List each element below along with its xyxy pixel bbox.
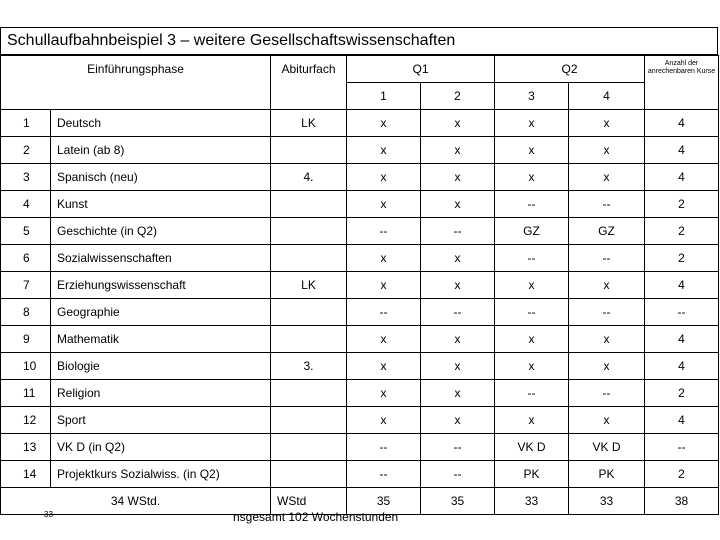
header-semester-4: 4 [569, 83, 645, 110]
header-semester-1: 1 [347, 83, 421, 110]
semester-3-cell: x [495, 407, 569, 434]
semester-4-cell: VK D [569, 434, 645, 461]
semester-1-cell: x [347, 245, 421, 272]
anzahl-cell: 4 [645, 407, 719, 434]
row-number: 2 [1, 137, 51, 164]
subject-name: Projektkurs Sozialwiss. (in Q2) [51, 461, 271, 488]
table-row [1, 110, 719, 137]
semester-2-cell: x [421, 137, 495, 164]
subject-name: Sozialwissenschaften [51, 245, 271, 272]
table-row [1, 137, 719, 164]
semester-3-cell: -- [495, 191, 569, 218]
abitur-cell: 4. [271, 164, 347, 191]
semester-1-cell: x [347, 353, 421, 380]
table-row [1, 299, 719, 326]
summary-semester-3: 33 [495, 488, 569, 515]
abitur-cell: LK [271, 272, 347, 299]
row-number: 4 [1, 191, 51, 218]
semester-2-cell: x [421, 191, 495, 218]
header-einfuehrungsphase: Einführungsphase [1, 56, 271, 110]
semester-1-cell: x [347, 380, 421, 407]
row-number: 13 [1, 434, 51, 461]
table-row [1, 164, 719, 191]
semester-3-cell: PK [495, 461, 569, 488]
row-number: 3 [1, 164, 51, 191]
semester-1-cell: x [347, 191, 421, 218]
semester-1-cell: -- [347, 434, 421, 461]
row-number: 10 [1, 353, 51, 380]
page-title: Schullaufbahnbeispiel 3 – weitere Gesellschaftswissenschaften [0, 27, 718, 55]
summary-anzahl: 38 [645, 488, 719, 515]
abitur-cell [271, 461, 347, 488]
semester-1-cell: x [347, 272, 421, 299]
anzahl-cell: -- [645, 434, 719, 461]
semester-1-cell: x [347, 137, 421, 164]
anzahl-cell: 4 [645, 110, 719, 137]
page-number: 33 [44, 510, 53, 519]
subject-name: Biologie [51, 353, 271, 380]
semester-3-cell: GZ [495, 218, 569, 245]
anzahl-cell: 4 [645, 326, 719, 353]
table-row [1, 245, 719, 272]
table-row [1, 380, 719, 407]
abitur-cell [271, 407, 347, 434]
semester-2-cell: x [421, 272, 495, 299]
summary-abitur-label: WStd [271, 488, 347, 515]
semester-4-cell: x [569, 353, 645, 380]
table-row [1, 326, 719, 353]
row-number: 9 [1, 326, 51, 353]
semester-4-cell: x [569, 137, 645, 164]
anzahl-cell: 4 [645, 164, 719, 191]
subject-name: Latein (ab 8) [51, 137, 271, 164]
semester-1-cell: -- [347, 461, 421, 488]
header-q1: Q1 [347, 56, 495, 83]
semester-3-cell: x [495, 272, 569, 299]
semester-1-cell: -- [347, 218, 421, 245]
semester-2-cell: -- [421, 299, 495, 326]
semester-2-cell: x [421, 164, 495, 191]
total-hours: nsgesamt 102 Wochenstunden [233, 510, 399, 524]
semester-2-cell: x [421, 245, 495, 272]
row-number: 5 [1, 218, 51, 245]
anzahl-cell: 2 [645, 191, 719, 218]
header-abiturfach: Abiturfach [271, 56, 347, 110]
abitur-cell [271, 245, 347, 272]
table-row [1, 434, 719, 461]
row-number: 6 [1, 245, 51, 272]
schedule-table [0, 55, 719, 515]
semester-2-cell: -- [421, 218, 495, 245]
abitur-cell: LK [271, 110, 347, 137]
anzahl-cell: 4 [645, 272, 719, 299]
semester-1-cell: x [347, 110, 421, 137]
anzahl-cell: 4 [645, 353, 719, 380]
semester-4-cell: x [569, 407, 645, 434]
semester-1-cell: x [347, 326, 421, 353]
summary-semester-2: 35 [421, 488, 495, 515]
semester-1-cell: x [347, 164, 421, 191]
semester-3-cell: x [495, 164, 569, 191]
row-number: 8 [1, 299, 51, 326]
subject-name: Deutsch [51, 110, 271, 137]
semester-1-cell: x [347, 407, 421, 434]
semester-4-cell: -- [569, 245, 645, 272]
anzahl-cell: 2 [645, 245, 719, 272]
abitur-cell [271, 299, 347, 326]
semester-3-cell: VK D [495, 434, 569, 461]
row-number: 1 [1, 110, 51, 137]
row-number: 12 [1, 407, 51, 434]
abitur-cell: 3. [271, 353, 347, 380]
semester-4-cell: x [569, 164, 645, 191]
subject-name: Erziehungswissenschaft [51, 272, 271, 299]
header-q2: Q2 [495, 56, 645, 83]
abitur-cell [271, 191, 347, 218]
subject-name: Geschichte (in Q2) [51, 218, 271, 245]
semester-2-cell: x [421, 110, 495, 137]
semester-2-cell: x [421, 353, 495, 380]
subject-name: Sport [51, 407, 271, 434]
header-anzahl: Anzahl der anrechenbaren Kurse [645, 56, 719, 110]
abitur-cell [271, 434, 347, 461]
table-row [1, 353, 719, 380]
semester-3-cell: -- [495, 245, 569, 272]
row-number: 14 [1, 461, 51, 488]
anzahl-cell: 2 [645, 380, 719, 407]
anzahl-cell: 4 [645, 137, 719, 164]
semester-1-cell: -- [347, 299, 421, 326]
row-number: 11 [1, 380, 51, 407]
summary-einf-wstd: 34 WStd. [1, 488, 271, 515]
subject-name: Religion [51, 380, 271, 407]
table-row [1, 407, 719, 434]
abitur-cell [271, 218, 347, 245]
subject-name: Kunst [51, 191, 271, 218]
semester-3-cell: x [495, 326, 569, 353]
anzahl-cell: -- [645, 299, 719, 326]
semester-3-cell: x [495, 353, 569, 380]
semester-2-cell: x [421, 407, 495, 434]
semester-2-cell: x [421, 380, 495, 407]
semester-4-cell: PK [569, 461, 645, 488]
table-row [1, 191, 719, 218]
abitur-cell [271, 380, 347, 407]
abitur-cell [271, 137, 347, 164]
semester-4-cell: x [569, 326, 645, 353]
subject-name: VK D (in Q2) [51, 434, 271, 461]
anzahl-cell: 2 [645, 461, 719, 488]
semester-3-cell: x [495, 110, 569, 137]
semester-3-cell: x [495, 137, 569, 164]
subject-name: Spanisch (neu) [51, 164, 271, 191]
semester-4-cell: -- [569, 191, 645, 218]
semester-4-cell: x [569, 110, 645, 137]
subject-name: Geographie [51, 299, 271, 326]
semester-4-cell: GZ [569, 218, 645, 245]
abitur-cell [271, 326, 347, 353]
semester-2-cell: -- [421, 461, 495, 488]
semester-3-cell: -- [495, 380, 569, 407]
header-semester-2: 2 [421, 83, 495, 110]
table-row [1, 218, 719, 245]
subject-name: Mathematik [51, 326, 271, 353]
semester-3-cell: -- [495, 299, 569, 326]
header-row [1, 56, 719, 83]
summary-semester-4: 33 [569, 488, 645, 515]
semester-4-cell: -- [569, 299, 645, 326]
table-row [1, 272, 719, 299]
row-number: 7 [1, 272, 51, 299]
header-semester-3: 3 [495, 83, 569, 110]
semester-2-cell: x [421, 326, 495, 353]
semester-4-cell: -- [569, 380, 645, 407]
summary-semester-1: 35 [347, 488, 421, 515]
semester-4-cell: x [569, 272, 645, 299]
anzahl-cell: 2 [645, 218, 719, 245]
table-row [1, 461, 719, 488]
semester-2-cell: -- [421, 434, 495, 461]
